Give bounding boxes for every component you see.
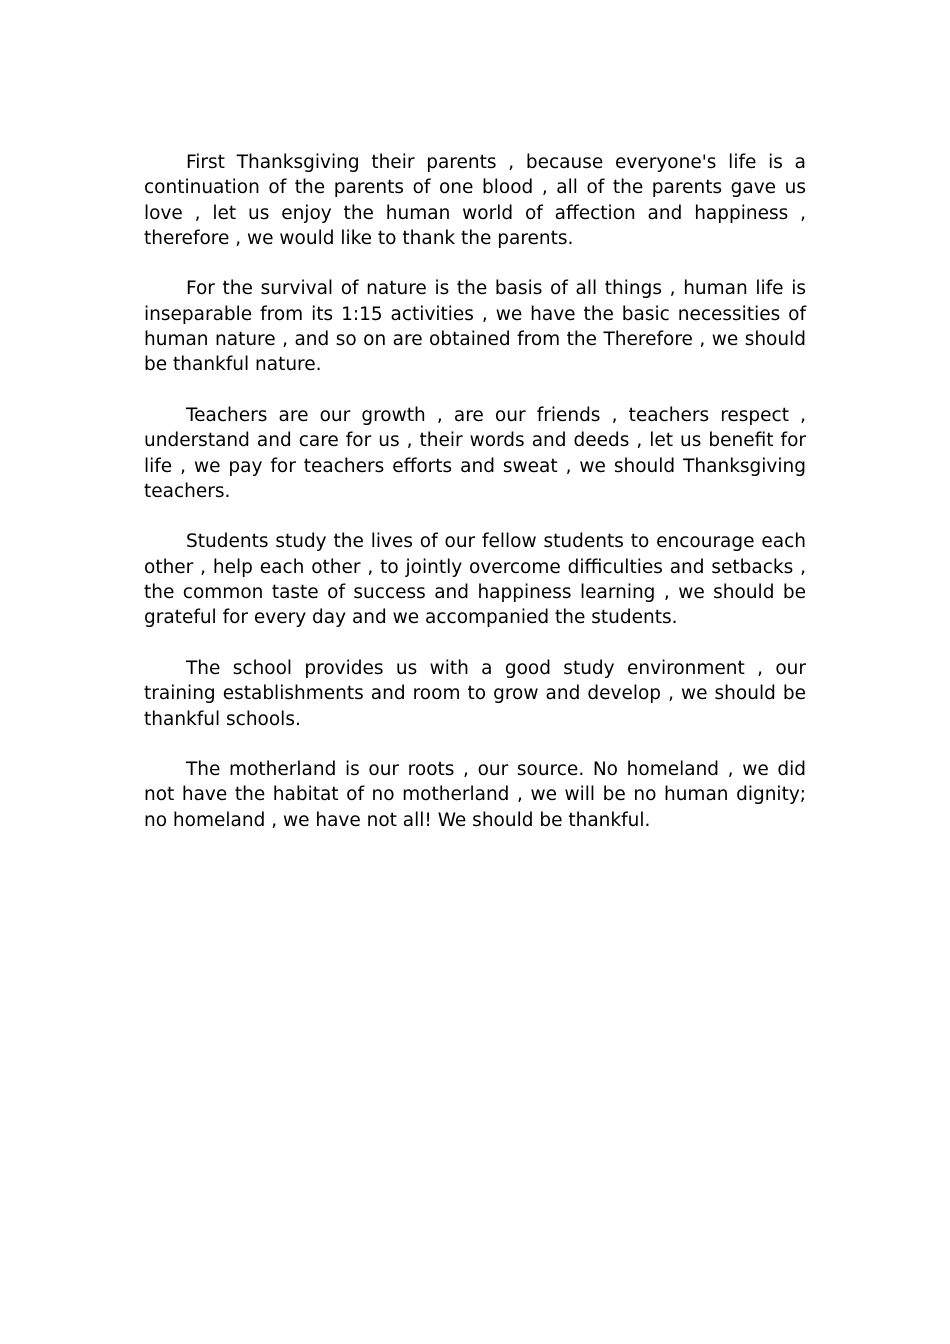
paragraph-teachers: Teachers are our growth , are our friends , teachers respect , understand and care for us , their words and deeds , let us benefit for life , we pay for teachers efforts and sweat , we should Thanksgiving teachers. [144, 404, 806, 502]
paragraph-school: The school provides us with a good study environment , our training establishments and room to grow and develop , we should be thankful schools. [144, 657, 806, 730]
document-body [144, 150, 806, 833]
paragraph-nature: For the survival of nature is the basis of all things , human life is inseparable from its 1:15 activities , we have the basic necessities of human nature , and so on are obtained from the Therefore , we should be thankful nature. [144, 278, 806, 376]
paragraph-parents: First Thanksgiving their parents , because everyone's life is a continuation of the parents of one blood , all of the parents gave us love , let us enjoy the human world of affection and happiness , therefore , we would like to thank the parents. [144, 152, 806, 249]
paragraph-motherland: The motherland is our roots , our source. No homeland , we did not have the habitat of no motherland , we will be no human dignity; no homeland , we have not all! We should be thankful. [144, 759, 806, 831]
paragraph-students: Students study the lives of our fellow students to encourage each other , help each other , to jointly overcome difficulties and setbacks , the common taste of success and happiness learning , we should be grateful for every day and we accompanied the students. [144, 531, 806, 629]
